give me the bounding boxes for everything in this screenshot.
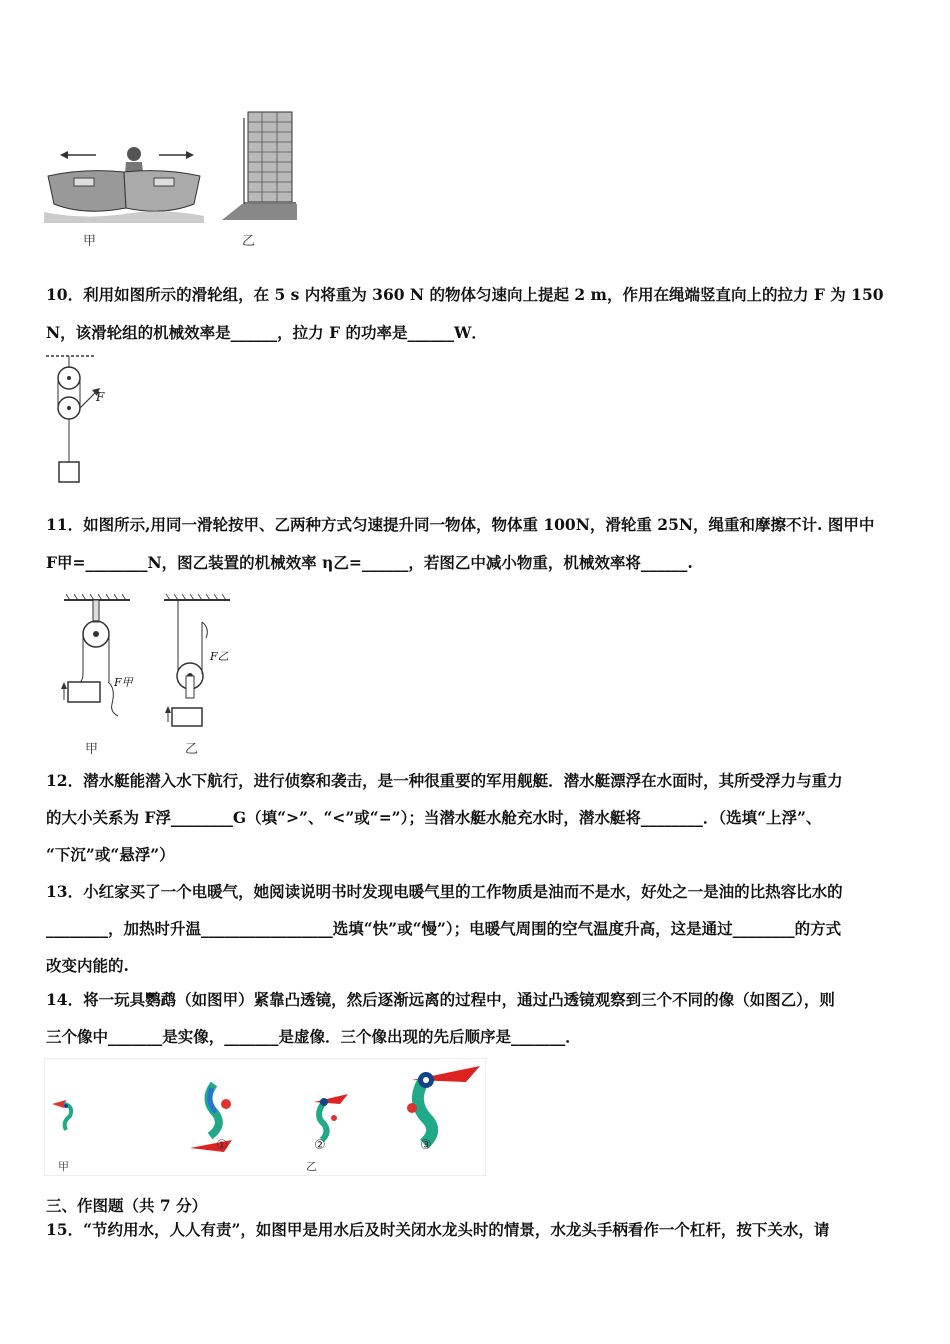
q11-caption-jia: 甲 xyxy=(85,742,99,757)
q10-force-label: F xyxy=(96,390,105,404)
question-14 xyxy=(46,981,916,1055)
q14-num-1: ① xyxy=(216,1138,228,1153)
pulley-comparison-figure xyxy=(60,592,240,737)
q14-caption-jia: 甲 xyxy=(58,1160,69,1173)
q12-line-2: 的大小关系为 F浮________G（填“>”、“<”或“=”）；当潜水艇水舱充水时，潜水艇将________．（选填“上浮”、 xyxy=(46,808,822,827)
question-11 xyxy=(46,506,916,582)
q11-force-b: F乙 xyxy=(210,650,229,663)
q14-num-2: ② xyxy=(314,1138,326,1153)
question-10 xyxy=(46,276,916,352)
caption-jia-top: 甲 xyxy=(83,234,97,249)
q11-line-1: 11．如图所示,用同一滑轮按甲、乙两种方式匀速提升同一物体，物体重 100N，滑轮重 25N，绳重和摩擦不计. 图甲中 xyxy=(46,515,875,534)
question-12 xyxy=(46,762,916,873)
boat-figure xyxy=(44,128,204,223)
q10-line-1: 10．利用如图所示的滑轮组，在 5 s 内将重为 360 N 的物体匀速向上提起 2 m，作用在绳端竖直向上的拉力 F 为 150 xyxy=(46,285,884,304)
q15-line-1: 15．“节约用水，人人有责”，如图甲是用水后及时关闭水龙头时的情景，水龙头手柄看作一个杠杆，按下关水，请 xyxy=(46,1220,830,1239)
parrot-lens-figure xyxy=(44,1058,486,1176)
q14-caption-yi: 乙 xyxy=(306,1160,317,1173)
question-15 xyxy=(46,1211,916,1249)
q12-line-1: 12．潜水艇能潜入水下航行，进行侦察和袭击，是一种很重要的军用舰艇．潜水艇漂浮在水面时，其所受浮力与重力 xyxy=(46,771,843,790)
q13-line-1: 13．小红家买了一个电暖气，她阅读说明书时发现电暖气里的工作物质是油而不是水，好处之一是油的比热容比水的 xyxy=(46,882,843,901)
caption-yi-top: 乙 xyxy=(242,234,256,249)
brick-wall-figure xyxy=(222,108,297,220)
question-13 xyxy=(46,873,916,984)
q13-line-3: 改变内能的. xyxy=(46,956,129,975)
q14-line-2: 三个像中_______是实像，_______是虚像．三个像出现的先后顺序是_______． xyxy=(46,1027,581,1046)
q14-line-1: 14．将一玩具鹦鹉（如图甲）紧靠凸透镜，然后逐渐远离的过程中，通过凸透镜观察到三个不同的像（如图乙），则 xyxy=(46,990,835,1009)
q12-line-3: “下沉”或“悬浮”） xyxy=(46,845,175,864)
q11-caption-yi: 乙 xyxy=(185,742,199,757)
q10-line-2: N，该滑轮组的机械效率是______，拉力 F 的功率是______W． xyxy=(46,323,487,342)
q14-num-3: ③ xyxy=(420,1138,432,1153)
q11-line-2: F甲=________N，图乙装置的机械效率 η乙=______，若图乙中减小物重，机械效率将______. xyxy=(46,553,693,572)
q13-line-2: ________，加热时升温_________________选填“快”或“慢”）；电暖气周围的空气温度升高，这是通过________的方式 xyxy=(46,919,842,938)
section-3-title: 三、作图题（共 7 分） xyxy=(46,1196,208,1215)
q11-force-a: F甲 xyxy=(114,676,133,689)
pulley-block-figure xyxy=(44,352,114,486)
